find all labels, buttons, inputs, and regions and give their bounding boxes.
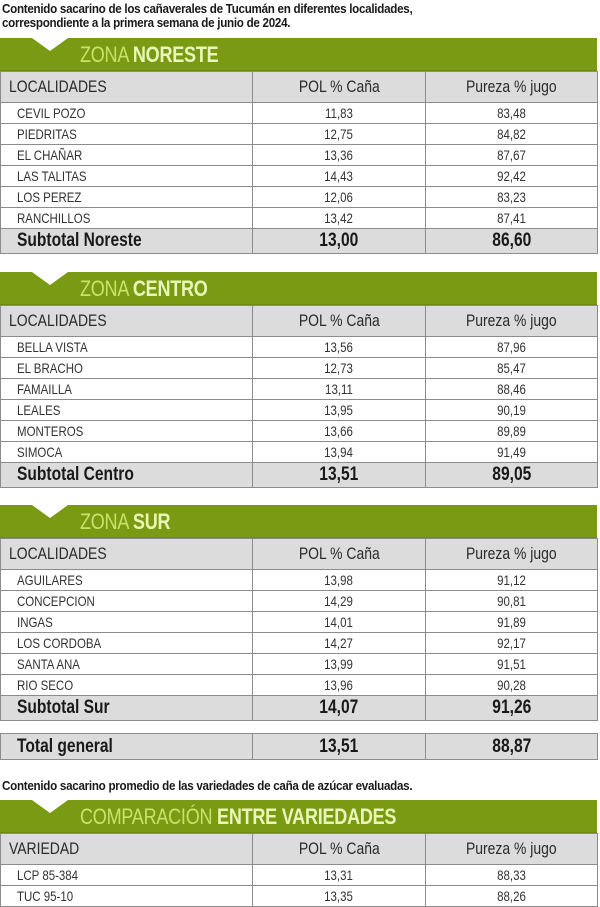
table-row [1, 208, 598, 229]
col-header-variedad: VARIEDAD [1, 834, 253, 865]
zone-noreste-header-band [0, 38, 597, 71]
total-general-grid [0, 733, 598, 760]
zone-centro-table [0, 272, 597, 488]
comparacion-header-band [0, 800, 597, 833]
notch-triangle-icon [32, 505, 68, 518]
cell-pureza: 87,96 [426, 337, 598, 358]
cell-pol: 11,83 [253, 103, 426, 124]
total-general-pol: 13,51 [253, 734, 426, 760]
comparacion-grid [0, 833, 598, 907]
table-row [1, 358, 598, 379]
cell-localidad: CONCEPCION [1, 591, 253, 612]
table-row [1, 124, 598, 145]
column-header-row [1, 306, 598, 337]
cell-variedad: TUC 95-10 [1, 886, 253, 907]
zone-noreste-title [80, 43, 218, 67]
table-row [1, 421, 598, 442]
cell-pol: 13,36 [253, 145, 426, 166]
table-row [1, 337, 598, 358]
cell-pureza: 88,33 [426, 865, 598, 886]
comparacion-table [0, 800, 597, 907]
cell-pureza: 83,23 [426, 187, 598, 208]
subtotal-label: Subtotal Sur [1, 696, 253, 721]
caption-top-line1: Contenido sacarino de los cañaverales de Tucumán en diferentes localidades, [2, 2, 413, 16]
cell-pureza: 91,51 [426, 654, 598, 675]
cell-pureza: 87,67 [426, 145, 598, 166]
cell-pureza: 87,41 [426, 208, 598, 229]
table-row [1, 442, 598, 463]
col-header-localidades: LOCALIDADES [1, 72, 253, 103]
subtotal-row [1, 229, 598, 254]
table-row [1, 379, 598, 400]
cell-localidad: EL BRACHO [1, 358, 253, 379]
subtotal-pol: 13,51 [253, 463, 426, 488]
zone-title-prefix: ZONA [80, 276, 129, 301]
cell-pol: 13,94 [253, 442, 426, 463]
cell-localidad: CEVIL POZO [1, 103, 253, 124]
table-row [1, 400, 598, 421]
subtotal-pureza: 91,26 [426, 696, 598, 721]
cell-pol: 13,35 [253, 886, 426, 907]
zone-sur-grid [0, 538, 598, 721]
cell-localidad: LOS PEREZ [1, 187, 253, 208]
cell-variedad: LCP 85-384 [1, 865, 253, 886]
table-row [1, 591, 598, 612]
cell-pol: 13,56 [253, 337, 426, 358]
cell-pureza: 91,12 [426, 570, 598, 591]
cell-pureza: 91,89 [426, 612, 598, 633]
zone-sur-header-band [0, 505, 597, 538]
table-row [1, 633, 598, 654]
zone-title-prefix: ZONA [80, 42, 129, 67]
cell-localidad: INGAS [1, 612, 253, 633]
cell-pol: 13,99 [253, 654, 426, 675]
table-row [1, 612, 598, 633]
cell-localidad: LEALES [1, 400, 253, 421]
table-row [1, 166, 598, 187]
zone-title-name: NORESTE [132, 42, 219, 67]
zone-centro-header-band [0, 272, 597, 305]
table-row [1, 145, 598, 166]
zone-noreste-grid [0, 71, 598, 254]
cell-pureza: 88,46 [426, 379, 598, 400]
subtotal-row [1, 696, 598, 721]
zone-noreste-table [0, 38, 597, 254]
subtotal-pol: 14,07 [253, 696, 426, 721]
table-row [1, 654, 598, 675]
cell-pol: 12,73 [253, 358, 426, 379]
subtotal-label: Subtotal Noreste [1, 229, 253, 254]
col-header-pureza: Pureza % jugo [426, 834, 598, 865]
col-header-localidades: LOCALIDADES [1, 539, 253, 570]
zone-centro-title [80, 277, 208, 301]
cell-localidad: AGUILARES [1, 570, 253, 591]
cell-pol: 13,11 [253, 379, 426, 400]
zone-title-prefix: ZONA [80, 509, 129, 534]
zone-title-name: CENTRO [132, 276, 208, 301]
zone-sur-title [80, 510, 170, 534]
col-header-pureza: Pureza % jugo [426, 72, 598, 103]
cell-pureza: 92,42 [426, 166, 598, 187]
caption-top-line2: correspondiente a la primera semana de junio de 2024. [2, 16, 291, 30]
zone-sur-table [0, 505, 597, 721]
subtotal-pureza: 86,60 [426, 229, 598, 254]
cell-pureza: 84,82 [426, 124, 598, 145]
cell-pureza: 88,26 [426, 886, 598, 907]
cell-localidad: FAMAILLA [1, 379, 253, 400]
cell-pol: 12,75 [253, 124, 426, 145]
cell-pureza: 91,49 [426, 442, 598, 463]
cell-localidad: LAS TALITAS [1, 166, 253, 187]
cell-pol: 13,31 [253, 865, 426, 886]
column-header-row [1, 539, 598, 570]
subtotal-pol: 13,00 [253, 229, 426, 254]
zone-centro-grid [0, 305, 598, 488]
total-general-table [0, 733, 597, 760]
subtotal-row [1, 463, 598, 488]
cell-pol: 12,06 [253, 187, 426, 208]
cell-pol: 14,43 [253, 166, 426, 187]
table-row [1, 103, 598, 124]
cell-pol: 14,27 [253, 633, 426, 654]
col-header-pol: POL % Caña [253, 539, 426, 570]
total-general-row [1, 734, 598, 760]
table-row [1, 886, 598, 907]
table-row [1, 570, 598, 591]
caption-top [2, 2, 412, 30]
cell-pol: 13,98 [253, 570, 426, 591]
cell-pol: 14,29 [253, 591, 426, 612]
notch-triangle-icon [32, 800, 68, 813]
col-header-pol: POL % Caña [253, 72, 426, 103]
cell-pol: 13,66 [253, 421, 426, 442]
cell-pureza: 90,19 [426, 400, 598, 421]
cell-pureza: 90,81 [426, 591, 598, 612]
cell-pureza: 92,17 [426, 633, 598, 654]
comparacion-title-bold: ENTRE VARIEDADES [217, 804, 397, 829]
column-header-row [1, 72, 598, 103]
cell-localidad: SIMOCA [1, 442, 253, 463]
total-general-pureza: 88,87 [426, 734, 598, 760]
total-general-label: Total general [1, 734, 253, 760]
col-header-pol: POL % Caña [253, 834, 426, 865]
cell-pureza: 83,48 [426, 103, 598, 124]
cell-pol: 13,96 [253, 675, 426, 696]
notch-triangle-icon [32, 272, 68, 285]
cell-localidad: EL CHAÑAR [1, 145, 253, 166]
cell-localidad: SANTA ANA [1, 654, 253, 675]
col-header-pol: POL % Caña [253, 306, 426, 337]
col-header-pureza: Pureza % jugo [426, 306, 598, 337]
comparacion-title [80, 805, 396, 829]
table-row [1, 865, 598, 886]
table-row [1, 187, 598, 208]
subtotal-pureza: 89,05 [426, 463, 598, 488]
cell-pol: 13,42 [253, 208, 426, 229]
cell-pureza: 89,89 [426, 421, 598, 442]
cell-localidad: LOS CORDOBA [1, 633, 253, 654]
comparacion-title-prefix: COMPARACIÓN [80, 804, 213, 829]
table-row [1, 675, 598, 696]
zone-title-name: SUR [132, 509, 171, 534]
cell-pureza: 85,47 [426, 358, 598, 379]
subtotal-label: Subtotal Centro [1, 463, 253, 488]
cell-localidad: MONTEROS [1, 421, 253, 442]
cell-localidad: RIO SECO [1, 675, 253, 696]
col-header-localidades: LOCALIDADES [1, 306, 253, 337]
cell-localidad: PIEDRITAS [1, 124, 253, 145]
cell-localidad: RANCHILLOS [1, 208, 253, 229]
cell-pol: 13,95 [253, 400, 426, 421]
cell-localidad: BELLA VISTA [1, 337, 253, 358]
notch-triangle-icon [32, 38, 68, 51]
col-header-pureza: Pureza % jugo [426, 539, 598, 570]
caption-bottom: Contenido sacarino promedio de las variedades de caña de azúcar evaluadas. [2, 779, 413, 793]
column-header-row [1, 834, 598, 865]
cell-pol: 14,01 [253, 612, 426, 633]
cell-pureza: 90,28 [426, 675, 598, 696]
